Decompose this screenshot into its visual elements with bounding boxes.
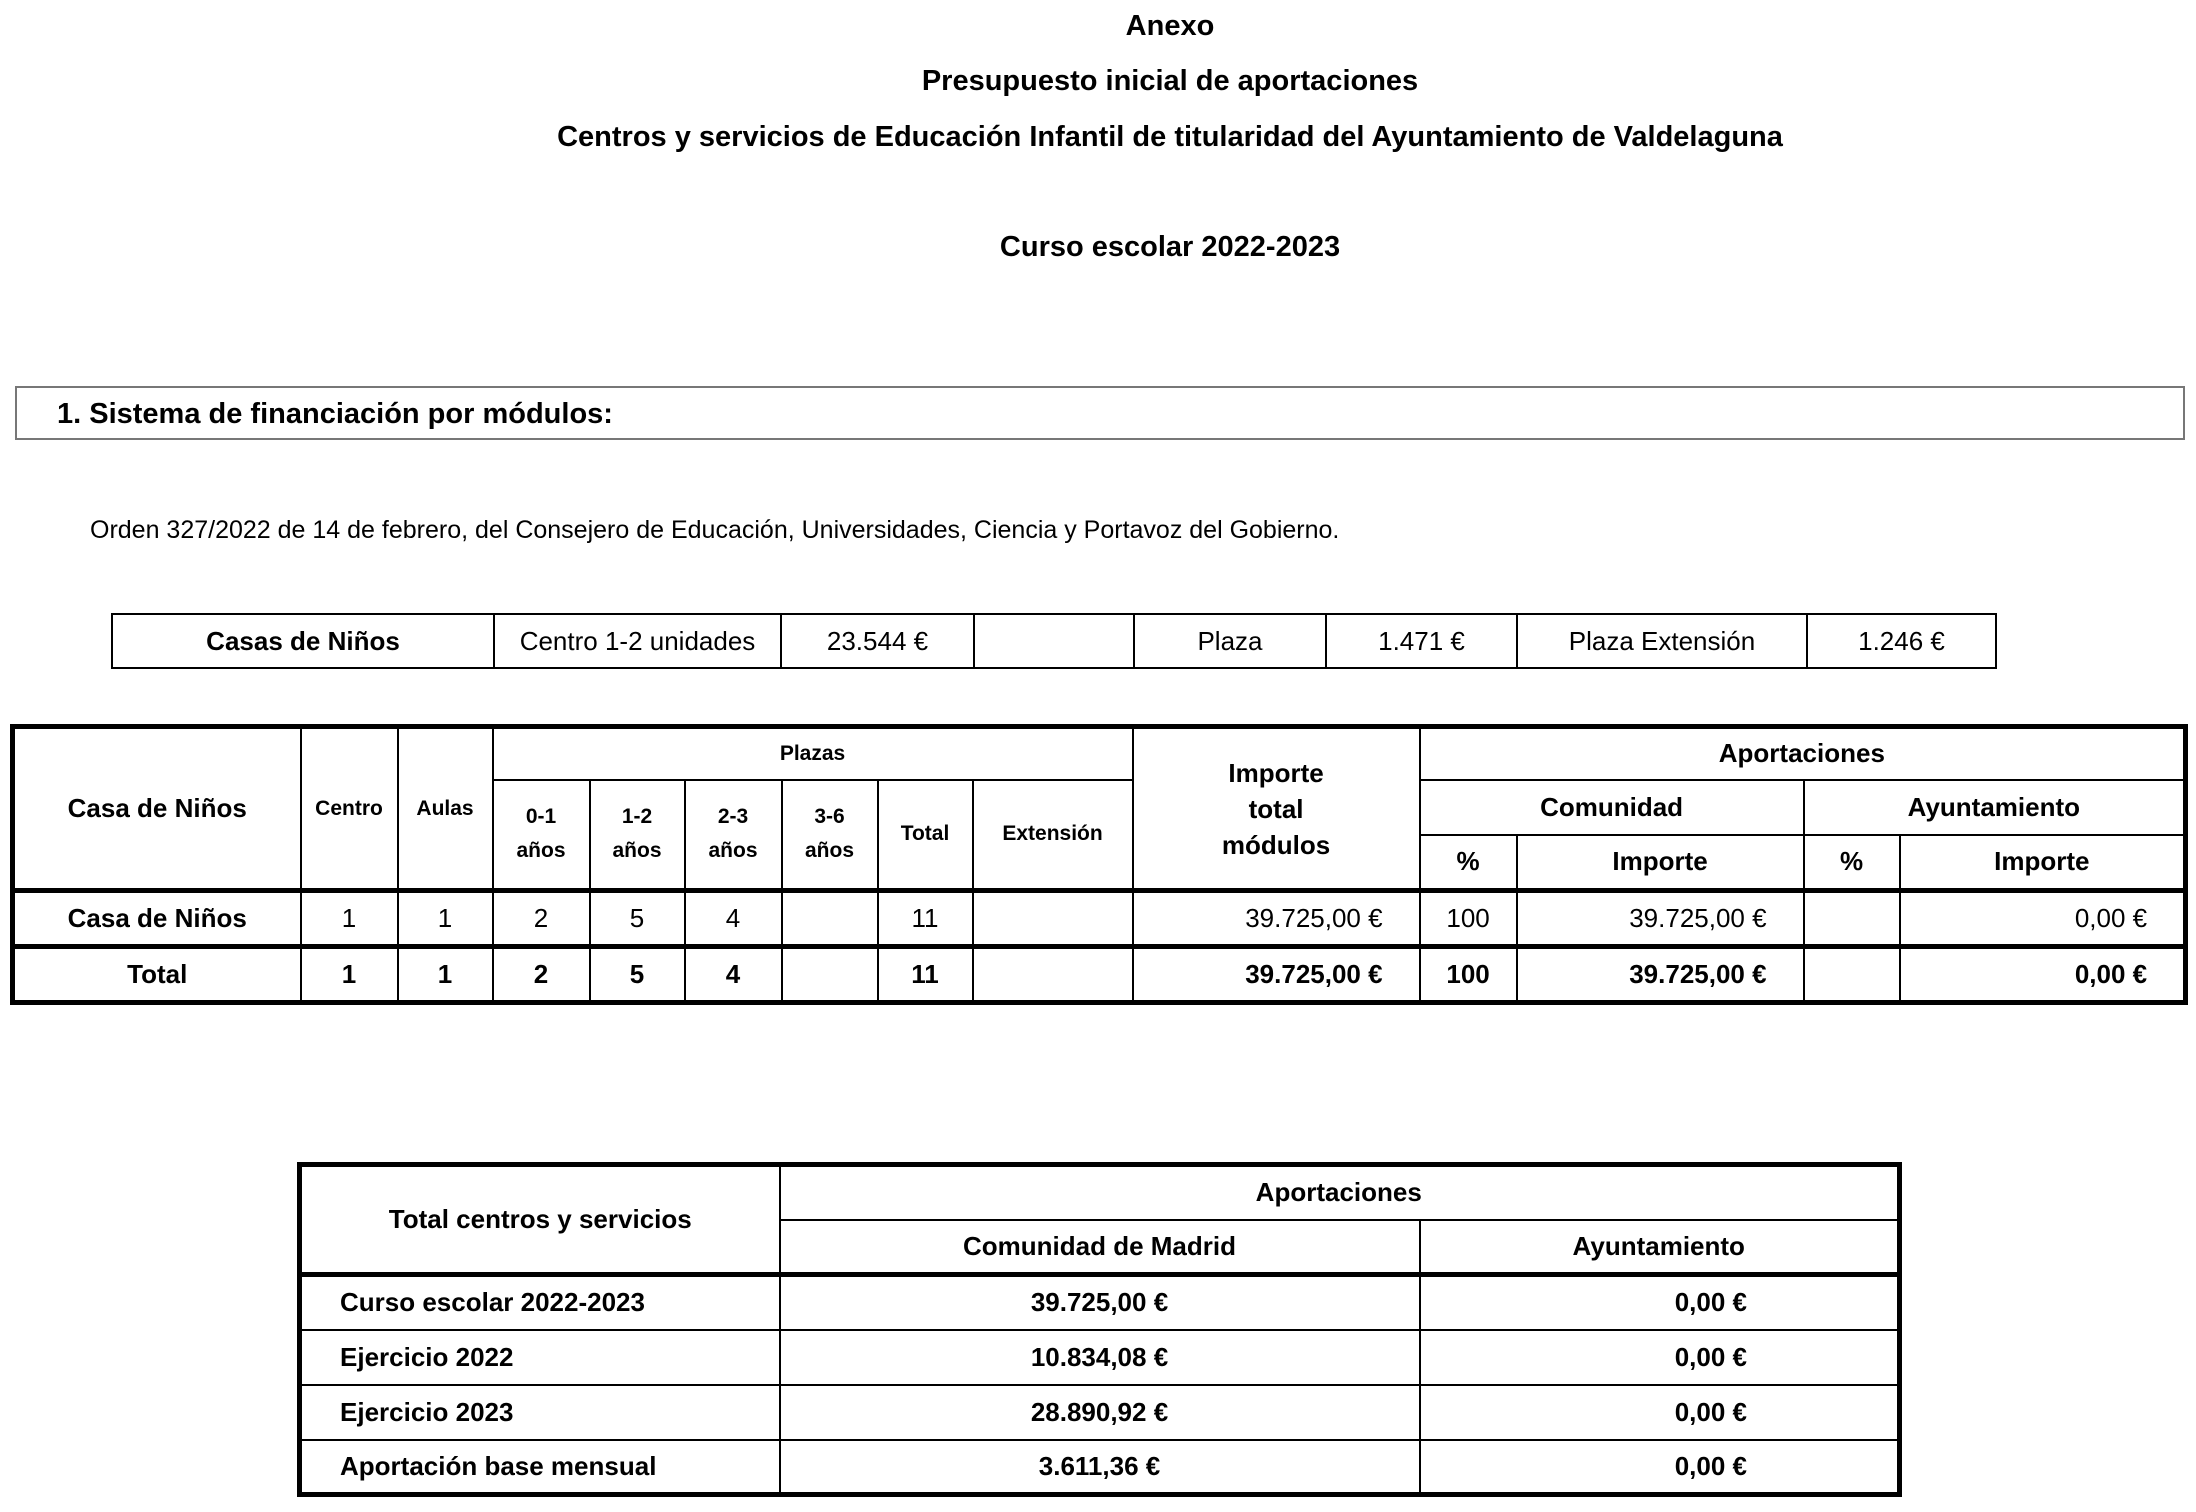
summary-row xyxy=(300,1440,1900,1495)
header-centro: Centro xyxy=(301,727,398,891)
header-age-3-6 xyxy=(782,780,878,891)
course-heading: Curso escolar 2022-2023 xyxy=(999,231,1341,263)
row-comunidad-importe: 39.725,00 € xyxy=(1517,891,1804,947)
age-unit: años xyxy=(612,839,662,863)
row-comunidad-pct: 100 xyxy=(1420,891,1517,947)
row-comunidad-pct: 100 xyxy=(1420,947,1517,1003)
extension-value: 1.246 € xyxy=(1807,614,1996,668)
row-importe: 39.725,00 € xyxy=(1133,947,1420,1003)
summary-row-label: Aportación base mensual xyxy=(300,1440,780,1495)
summary-row-ayuntamiento: 0,00 € xyxy=(1420,1330,1900,1385)
extension-label: Plaza Extensión xyxy=(1517,614,1807,668)
total-row xyxy=(13,947,2186,1003)
summary-row-ayuntamiento: 0,00 € xyxy=(1420,1275,1900,1330)
summary-row-label: Ejercicio 2023 xyxy=(300,1385,780,1440)
row-total: 11 xyxy=(878,891,973,947)
row-age-3-6 xyxy=(782,891,878,947)
summary-row-label: Ejercicio 2022 xyxy=(300,1330,780,1385)
centro-label: Centro 1-2 unidades xyxy=(494,614,781,668)
table-row xyxy=(13,891,2186,947)
summary-header-comunidad: Comunidad de Madrid xyxy=(780,1220,1420,1275)
header-comunidad: Comunidad xyxy=(1420,780,1804,835)
summary-table xyxy=(297,1162,1902,1497)
header-ayuntamiento-importe: Importe xyxy=(1900,835,2186,891)
header-age-2-3 xyxy=(685,780,782,891)
order-reference: Orden 327/2022 de 14 de febrero, del Consejero de Educación, Universidades, Ciencia y Portavoz del Gobierno. xyxy=(90,516,1340,544)
annex-heading: Anexo xyxy=(1125,10,1215,42)
modules-table xyxy=(111,613,1997,669)
summary-row xyxy=(300,1385,1900,1440)
summary-row xyxy=(300,1275,1900,1330)
header-ayuntamiento-pct: % xyxy=(1804,835,1900,891)
header-ayuntamiento: Ayuntamiento xyxy=(1804,780,2186,835)
header-total: Total xyxy=(878,780,973,891)
header-aulas: Aulas xyxy=(398,727,493,891)
row-aulas: 1 xyxy=(398,891,493,947)
row-name: Casa de Niños xyxy=(13,891,301,947)
row-aulas: 1 xyxy=(398,947,493,1003)
summary-header-label: Total centros y servicios xyxy=(300,1165,780,1275)
plaza-value: 1.471 € xyxy=(1326,614,1517,668)
header-comunidad-importe: Importe xyxy=(1517,835,1804,891)
header-age-1-2 xyxy=(590,780,685,891)
section-title: 1. Sistema de financiación por módulos: xyxy=(57,398,613,430)
header-comunidad-pct: % xyxy=(1420,835,1517,891)
row-name: Total xyxy=(13,947,301,1003)
row-age-1-2: 5 xyxy=(590,947,685,1003)
header-importe-line2: total xyxy=(1248,793,1304,824)
empty-cell xyxy=(974,614,1134,668)
row-age-2-3: 4 xyxy=(685,947,782,1003)
row-comunidad-importe: 39.725,00 € xyxy=(1517,947,1804,1003)
row-age-2-3: 4 xyxy=(685,891,782,947)
summary-row xyxy=(300,1330,1900,1385)
age-unit: años xyxy=(516,839,566,863)
row-importe: 39.725,00 € xyxy=(1133,891,1420,947)
header-importe-line1: Importe xyxy=(1228,757,1324,788)
summary-header-aportaciones: Aportaciones xyxy=(780,1165,1900,1220)
section-heading xyxy=(15,386,2185,440)
contributions-table xyxy=(10,724,2188,1005)
row-extension xyxy=(973,891,1133,947)
age-range: 3-6 xyxy=(814,805,845,829)
header-aportaciones: Aportaciones xyxy=(1420,727,2186,780)
modules-label: Casas de Niños xyxy=(112,614,494,668)
summary-row-comunidad: 10.834,08 € xyxy=(780,1330,1420,1385)
age-unit: años xyxy=(804,839,854,863)
row-ayuntamiento-pct xyxy=(1804,947,1900,1003)
summary-row-comunidad: 3.611,36 € xyxy=(780,1440,1420,1495)
row-age-3-6 xyxy=(782,947,878,1003)
row-centro: 1 xyxy=(301,947,398,1003)
row-total: 11 xyxy=(878,947,973,1003)
document-title: Presupuesto inicial de aportaciones xyxy=(921,65,1419,97)
summary-row-comunidad: 28.890,92 € xyxy=(780,1385,1420,1440)
document-subtitle: Centros y servicios de Educación Infantil de titularidad del Ayuntamiento de Valdelaguna xyxy=(557,121,1783,153)
header-age-0-1 xyxy=(493,780,590,891)
row-centro: 1 xyxy=(301,891,398,947)
header-extension: Extensión xyxy=(973,780,1133,891)
plaza-label: Plaza xyxy=(1134,614,1326,668)
row-age-0-1: 2 xyxy=(493,891,590,947)
summary-row-ayuntamiento: 0,00 € xyxy=(1420,1385,1900,1440)
summary-row-ayuntamiento: 0,00 € xyxy=(1420,1440,1900,1495)
age-range: 1-2 xyxy=(621,805,653,829)
summary-row-comunidad: 39.725,00 € xyxy=(780,1275,1420,1330)
header-casa: Casa de Niños xyxy=(13,727,301,891)
row-age-1-2: 5 xyxy=(590,891,685,947)
age-unit: años xyxy=(708,839,758,863)
row-ayuntamiento-pct xyxy=(1804,891,1900,947)
age-range: 2-3 xyxy=(717,805,749,829)
row-ayuntamiento-importe: 0,00 € xyxy=(1900,891,2186,947)
summary-row-label: Curso escolar 2022-2023 xyxy=(300,1275,780,1330)
age-range: 0-1 xyxy=(525,805,557,829)
header-importe-line3: módulos xyxy=(1221,829,1331,860)
row-ayuntamiento-importe: 0,00 € xyxy=(1900,947,2186,1003)
header-importe-total xyxy=(1133,727,1420,891)
row-age-0-1: 2 xyxy=(493,947,590,1003)
header-plazas: Plazas xyxy=(493,727,1133,780)
summary-header-ayuntamiento: Ayuntamiento xyxy=(1420,1220,1900,1275)
centro-value: 23.544 € xyxy=(781,614,974,668)
row-extension xyxy=(973,947,1133,1003)
